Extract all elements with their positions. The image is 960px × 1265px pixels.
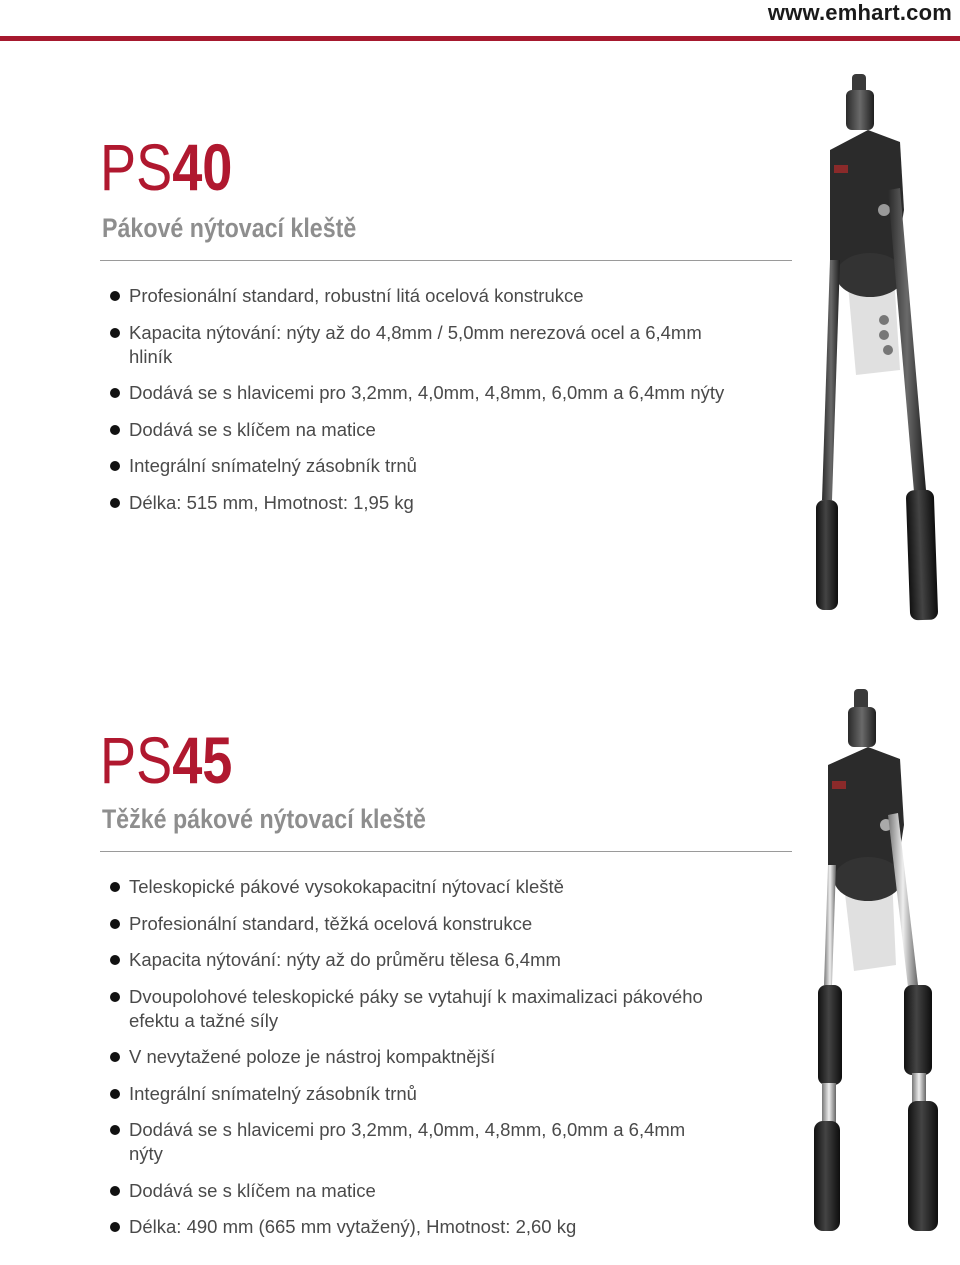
bullet-icon (110, 498, 120, 508)
feature-item (110, 1118, 720, 1166)
feature-text: Kapacita nýtování: nýty až do průměru tělesa 6,4mm (129, 949, 561, 970)
bullet-icon (110, 955, 120, 965)
header-rule (0, 36, 960, 41)
bullet-icon (110, 1052, 120, 1062)
bullet-icon (110, 1186, 120, 1196)
product-code-prefix: PS (100, 130, 173, 204)
product-code-number: 40 (172, 130, 233, 204)
feature-text: Profesionální standard, těžká ocelová konstrukce (129, 912, 533, 934)
feature-item (110, 948, 720, 972)
product-code-number: 45 (172, 723, 233, 797)
bullet-icon (110, 328, 120, 338)
feature-item (110, 454, 750, 478)
feature-item (110, 1179, 720, 1203)
feature-text: Integrální snímatelný zásobník trnů (129, 1082, 417, 1104)
section-divider (100, 260, 792, 261)
riveter-ps40-image (808, 70, 948, 650)
feature-text: Délka: 515 mm, Hmotnost: 1,95 kg (129, 491, 414, 513)
feature-item (110, 1082, 720, 1106)
product-subtitle-ps40: Pákové nýtovací kleště (102, 213, 357, 243)
product-code-prefix: PS (100, 723, 173, 797)
feature-item (110, 912, 720, 936)
bullet-icon (110, 1089, 120, 1099)
bullet-icon (110, 882, 120, 892)
feature-text: Dvoupolohové teleskopické páky se vytahují k maximalizaci pákového efektu a tažné síly (129, 985, 703, 1031)
riveter-ps45-image (804, 685, 954, 1245)
feature-item (110, 418, 750, 442)
bullet-icon (110, 1222, 120, 1232)
feature-item (110, 985, 720, 1033)
feature-text: Dodává se s klíčem na matice (129, 1179, 376, 1201)
feature-list-ps45 (110, 875, 720, 1239)
site-url[interactable]: www.emhart.com (767, 0, 952, 25)
section-divider (100, 851, 792, 852)
bullet-icon (110, 992, 120, 1002)
feature-item (110, 321, 750, 369)
feature-text: Dodává se s klíčem na matice (129, 418, 376, 440)
bullet-icon (110, 425, 120, 435)
bullet-icon (110, 461, 120, 471)
bullet-icon (110, 388, 120, 398)
bullet-icon (110, 291, 120, 301)
product-title-ps45 (100, 723, 233, 797)
feature-text: V nevytažené poloze je nástroj kompaktnější (129, 1046, 496, 1067)
product-subtitle-ps45: Těžké pákové nýtovací kleště (102, 804, 426, 834)
feature-item (110, 1215, 720, 1239)
feature-text: Dodává se s hlavicemi pro 3,2mm, 4,0mm, 4,8mm, 6,0mm a 6,4mm nýty (129, 382, 725, 403)
feature-text: Délka: 490 mm (665 mm vytažený), Hmotnost: 2,60 kg (129, 1216, 577, 1237)
feature-item (110, 1045, 720, 1069)
feature-text: Profesionální standard, robustní litá ocelová konstrukce (129, 285, 584, 306)
feature-text: Kapacita nýtování: nýty až do 4,8mm / 5,0mm nerezová ocel a 6,4mm hliník (129, 321, 702, 367)
feature-text: Dodává se s hlavicemi pro 3,2mm, 4,0mm, 4,8mm, 6,0mm a 6,4mm nýty (129, 1119, 686, 1164)
feature-item (110, 875, 720, 899)
feature-item (110, 491, 750, 515)
bullet-icon (110, 1125, 120, 1135)
feature-list-ps40 (110, 284, 750, 515)
bullet-icon (110, 919, 120, 929)
feature-item (110, 284, 750, 308)
product-title-ps40 (100, 130, 233, 204)
feature-text: Integrální snímatelný zásobník trnů (129, 455, 417, 476)
feature-text: Teleskopické pákové vysokokapacitní nýtovací kleště (129, 876, 564, 897)
feature-item (110, 381, 750, 405)
